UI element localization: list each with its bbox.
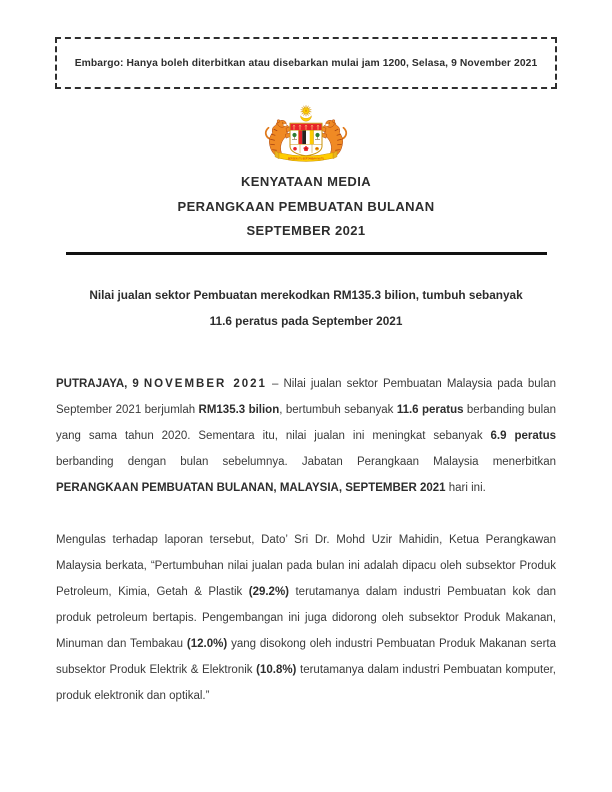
motto-text: BERSEKUTU BERTAMBAH MUTU [287,158,325,161]
text-segment: berbanding bulan yang sama tahun 2020. Sementara itu, nilai jualan ini meningkat sebanyak [56,403,556,442]
shield [290,123,322,156]
title-line-3: SEPTEMBER 2021 [246,223,366,238]
title-line-2: PERANGKAAN PEMBUATAN BULANAN [177,198,435,214]
paragraph-2 [56,527,556,709]
embargo-text: Embargo: Hanya boleh diterbitkan atau disebarkan mulai jam 1200, Selasa, 9 November 2021 [74,57,538,69]
bold-text-segment: (10.8%) [256,663,297,676]
text-segment: terutamanya dalam industri Pembuatan kok dan produk petroleum bertapis. Pengembangan ini juga didorong oleh subsektor Produk Makanan, Minuman dan Tembakau [56,585,556,650]
bold-text-segment: 11.6 peratus [396,403,464,416]
text-segment: terutamanya dalam industri Pembuatan komputer, produk elektronik dan optikal.” [56,663,556,702]
star-and-crescent-icon [301,105,312,121]
tiger-right [321,120,346,157]
text-segment: berbanding dengan bulan sebelumnya. Jabatan Perangkaan Malaysia menerbitkan [56,455,556,468]
text-segment: , bertumbuh sebanyak [279,403,397,416]
paragraph-1 [56,371,556,501]
bold-text-segment: (29.2%) [248,585,290,598]
title-line-1: KENYATAAN MEDIA [241,174,371,189]
headline-line-2: 11.6 peratus pada September 2021 [209,313,403,328]
text-segment: Mengulas terhadap laporan tersebut, Dato’ Sri Dr. Mohd Uzir Mahidin, Ketua Perangkawan Malaysia berkata, “Pertumbuhan nilai jualan pada bulan ini adalah dipacu oleh subsektor Produk Petroleum, Kimia, Getah & Plastik [56,533,556,598]
body-text [56,371,556,709]
text-segment: yang disokong oleh industri Pembuatan Produk Makanan serta subsektor Produk Elektrik & Elektronik [56,637,556,676]
embargo-notice [55,37,557,89]
bold-text-segment: PERANGKAAN PEMBUATAN BULANAN, MALAYSIA, SEPTEMBER 2021 [56,481,446,494]
horizontal-rule [66,252,547,255]
bold-text-segment: 6.9 peratus [490,429,557,442]
malaysia-coat-of-arms [256,104,356,167]
headline-line-1: Nilai jualan sektor Pembuatan merekodkan RM135.3 bilion, tumbuh sebanyak [89,287,523,302]
bold-text-segment: PUTRAJAYA, 9 [56,377,144,390]
text-segment: – Nilai jualan sektor Pembuatan Malaysia pada bulan September 2021 berjumlah [56,377,557,416]
text-segment: hari ini. [445,481,486,494]
tiger-left [266,120,291,157]
bold-text-segment: NOVEMBER 2021 [143,377,267,390]
bold-text-segment: RM135.3 bilion [198,403,280,416]
headline [0,282,612,334]
bold-text-segment: (12.0%) [186,637,228,650]
document-title [0,170,612,244]
